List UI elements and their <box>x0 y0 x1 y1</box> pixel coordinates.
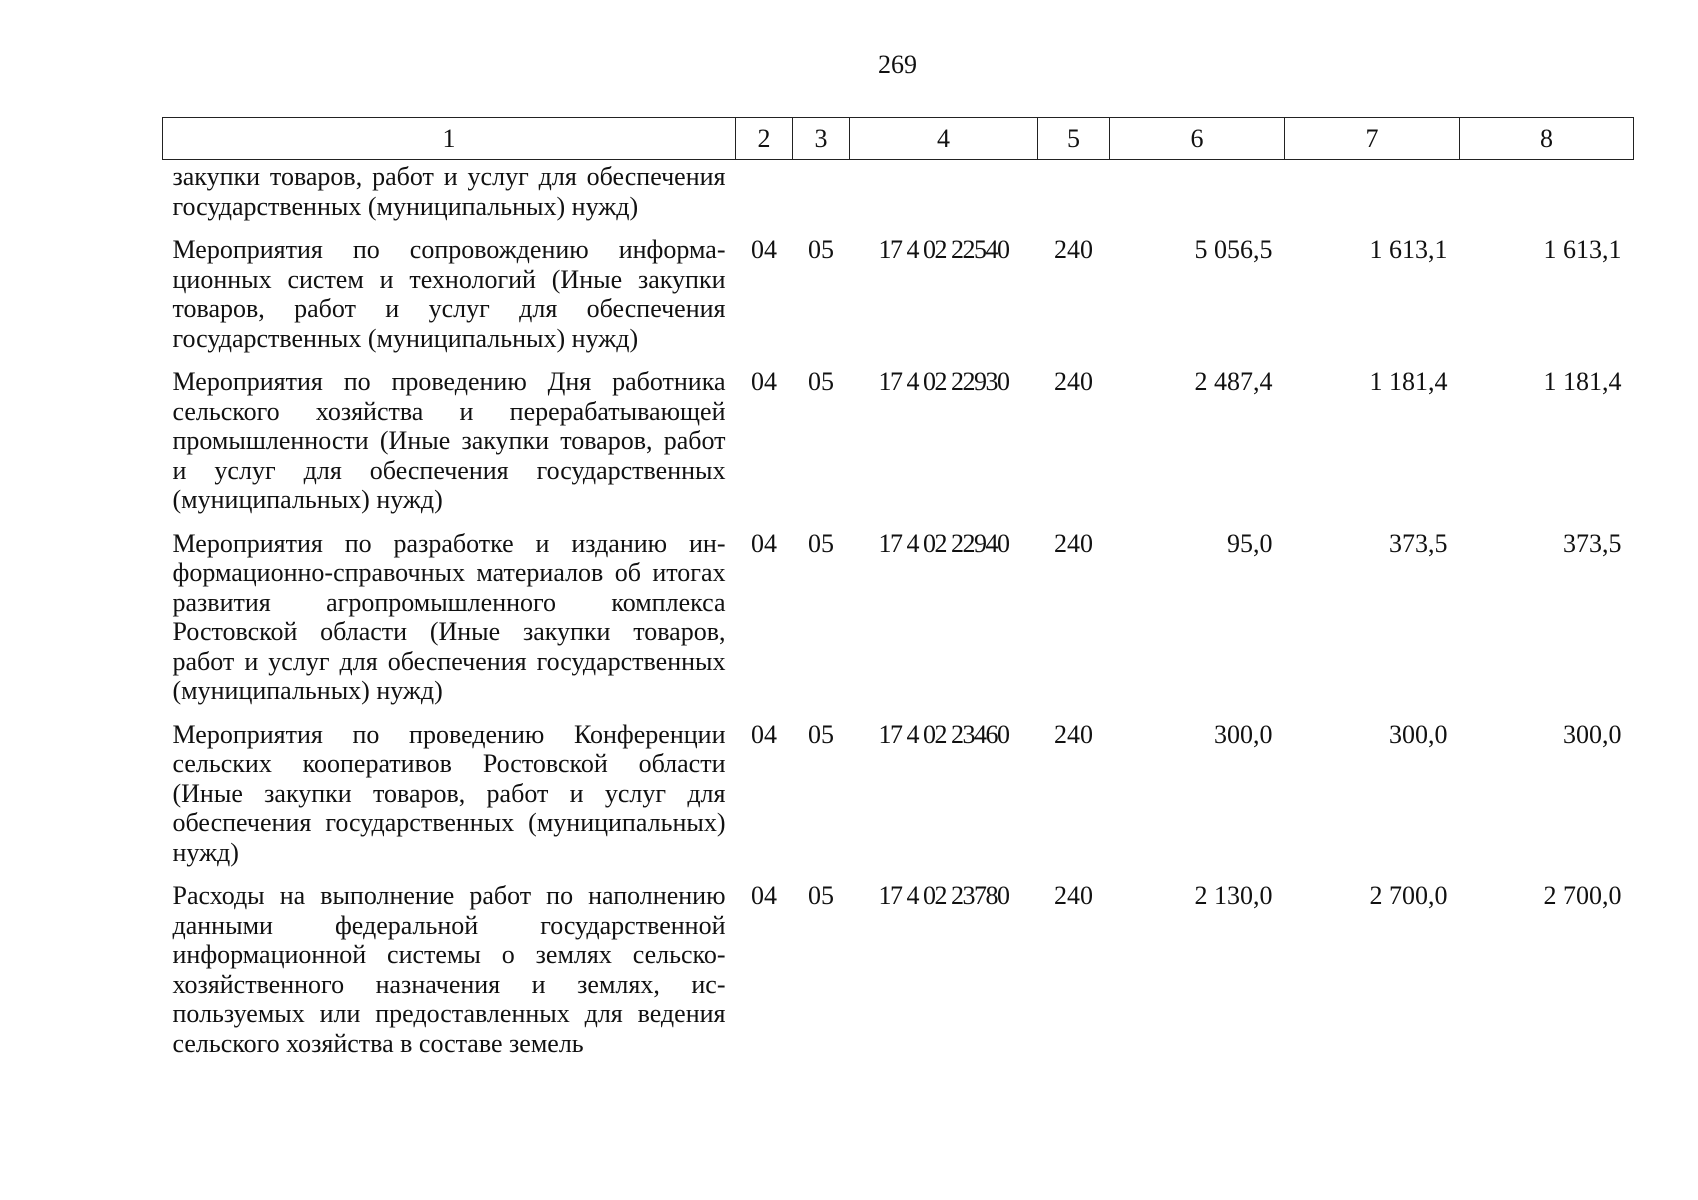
row-subsection: 05 <box>808 235 834 264</box>
table-row <box>163 363 1634 525</box>
row-target-code: 17 4 02 23780 <box>878 881 1009 910</box>
table-body <box>163 160 1634 1069</box>
header-col-5: 5 <box>1038 118 1110 160</box>
header-col-7: 7 <box>1285 118 1460 160</box>
header-col-2: 2 <box>736 118 793 160</box>
row-section: 04 <box>751 367 777 396</box>
header-col-3: 3 <box>793 118 850 160</box>
row-amount-col6: 300,0 <box>1214 719 1273 749</box>
table-row <box>163 231 1634 363</box>
row-amount-col7: 1 181,4 <box>1369 367 1448 396</box>
budget-table <box>162 117 1634 1068</box>
row-section: 04 <box>751 528 777 558</box>
row-amount-col6 <box>1110 160 1285 232</box>
row-amount-col8: 373,5 <box>1563 528 1622 558</box>
row-amount-col7: 300,0 <box>1389 719 1448 749</box>
header-col-6: 6 <box>1110 118 1285 160</box>
row-section <box>736 160 793 232</box>
table-row <box>163 160 1634 232</box>
header-row <box>163 118 1634 160</box>
table-row <box>163 525 1634 716</box>
row-amount-col8: 2 700,0 <box>1543 881 1622 910</box>
row-amount-col8: 300,0 <box>1563 719 1622 749</box>
row-amount-col7 <box>1285 160 1460 232</box>
row-amount-col8: 1 181,4 <box>1543 367 1622 396</box>
table-header <box>163 118 1634 160</box>
row-amount-col6: 95,0 <box>1227 528 1273 558</box>
row-target-code: 17 4 02 23460 <box>878 719 1009 749</box>
row-expense-type: 240 <box>1054 367 1093 396</box>
row-description: Мероприятия по проведению Конференции сельских кооперативов Ростовской области (Иные закупки товаров, работ и услуг для обеспечения государственных (муниципальных) нужд) <box>172 719 726 867</box>
row-amount-col7: 373,5 <box>1389 528 1448 558</box>
row-amount-col8 <box>1460 160 1634 232</box>
page-number: 269 <box>878 50 917 79</box>
header-col-4: 4 <box>850 118 1038 160</box>
row-expense-type <box>1038 160 1110 232</box>
row-amount-col8: 1 613,1 <box>1543 235 1622 264</box>
table-row <box>163 877 1634 1068</box>
row-amount-col6: 2 130,0 <box>1194 881 1273 910</box>
row-amount-col7: 2 700,0 <box>1369 881 1448 910</box>
row-subsection: 05 <box>808 528 834 558</box>
row-description: Расходы на выполнение работ по наполнению данными федеральной государственной информационной системы о землях сельскохозяйственного назначения и землях, используемых или предоставленных для ведения сельского хозяйства в составе земель <box>172 881 726 1058</box>
row-expense-type: 240 <box>1054 719 1093 749</box>
row-expense-type: 240 <box>1054 235 1093 264</box>
row-section: 04 <box>751 235 777 264</box>
row-expense-type: 240 <box>1054 881 1093 910</box>
table-row <box>163 716 1634 878</box>
row-target-code: 17 4 02 22540 <box>878 235 1009 264</box>
row-target-code <box>850 160 1038 232</box>
row-expense-type: 240 <box>1054 528 1093 558</box>
row-target-code: 17 4 02 22930 <box>878 367 1009 396</box>
header-col-8: 8 <box>1460 118 1634 160</box>
row-subsection: 05 <box>808 881 834 910</box>
row-amount-col6: 2 487,4 <box>1194 367 1273 396</box>
row-section: 04 <box>751 719 777 749</box>
row-description: Мероприятия по проведению Дня работника сельского хозяйства и перерабатывающей промышленности (Иные закупки товаров, работ и услуг для обеспечения государственных (муниципальных) нужд) <box>172 367 726 514</box>
row-description: Мероприятия по разработке и изданию информационно-справочных материалов об итогах развития агропромышленного комплекса Ростовской области (Иные закупки товаров, работ и услуг для обеспечения государственных (муниципальных) нужд) <box>172 528 726 705</box>
row-target-code: 17 4 02 22940 <box>878 528 1009 558</box>
row-subsection: 05 <box>808 719 834 749</box>
header-col-1: 1 <box>163 118 736 160</box>
row-amount-col6: 5 056,5 <box>1194 235 1273 264</box>
row-subsection <box>793 160 850 232</box>
row-description: закупки товаров, работ и услуг для обеспечения государственных (муниципальных) нужд) <box>172 162 726 221</box>
row-subsection: 05 <box>808 367 834 396</box>
row-amount-col7: 1 613,1 <box>1369 235 1448 264</box>
row-section: 04 <box>751 881 777 910</box>
row-description: Мероприятия по сопровождению информационных систем и технологий (Иные закупки товаров, работ и услуг для обеспечения государственных (муниципальных) нужд) <box>172 235 726 353</box>
